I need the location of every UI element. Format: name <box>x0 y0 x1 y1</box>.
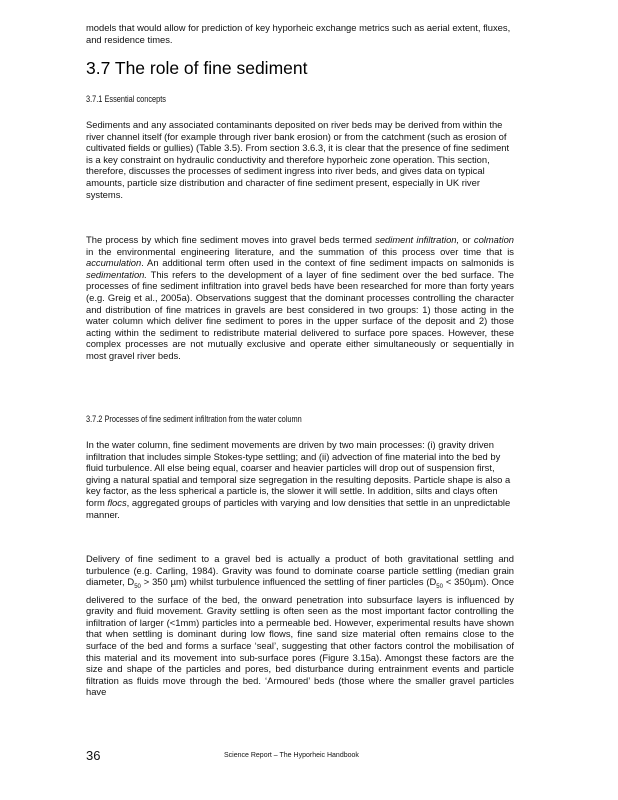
term-sediment-infiltration: sediment infiltration, <box>375 234 460 245</box>
p4-text-c: < 350µm). Once delivered to the surface of the bed, the onward penetration into subsurface layers is influenced by gravity and fluid movement. Gravity settling is often seen as the most important factor controlling the infiltration of larger (<1mm) particles into a permeable bed. However, experimental results have shown that when settling is dominant during low flows, fine sand size material often remains close to the surface of the bed and forms a surface ‘seal’, suggesting that other factors control the mobilisation of this material and its movement into sub-surface pores (Figure 3.15a). Amongst these factors are the size and shape of the particles and pores, bed disturbance during entrainment events and particle filtration as fluids move through the bed. ‘Armoured’ beds (those where the smaller gravel particles have <box>86 576 515 698</box>
p4-text-a: Delivery of fine sediment to a gravel bed is actually a product of both gravitational settling and turbulence (e.g. Carling, 1984). Gravity was found to dominate coarse particle settling (median grain diameter, D <box>86 553 514 588</box>
p3-text-a: In the water column, fine sediment movements are driven by two main processes: (i) gravity driven infiltration that includes simple Stokes-type settling; and (ii) advection of fine material into the bed by fluid turbulence. All else being equal, coarser and heavier particles will drop out of suspension first, giving a natural spatial and temporal size segregation in the resulting deposits. Particle shape is also a key factor, as the less spherical a particle is, the slower it will settle. In addition, silts and clays often form <box>86 439 511 508</box>
section-heading: 3.7 The role of fine sediment <box>86 58 308 78</box>
subscript-50: 50 <box>436 584 443 591</box>
footer-text: Science Report – The Hyporheic Handbook <box>224 752 359 759</box>
paragraph-sediment-sources: Sediments and any associated contaminants deposited on river beds may be derived from within the river channel itself (for example through river bank erosion) or from the catchment (such as erosion of cultivated fields or gullies) (Table 3.5). From section 3.6.3, it is clear that the presence of fine sediment is a key constraint on hydraulic conductivity and therefore hyporheic zone operation. This section, therefore, discusses the processes of sediment ingress into river beds, and gives data on typical amounts, particle size distribution and character of fine sediment present, especially in UK river systems. <box>86 119 510 200</box>
paragraph-delivery <box>86 553 514 698</box>
intro-paragraph: models that would allow for prediction of key hyporheic exchange metrics such as aerial extent, fluxes, and residence times. <box>86 22 511 45</box>
term-colmation: colmation <box>473 234 514 245</box>
subsection-heading-processes: 3.7.2 Processes of fine sediment infiltration from the water column <box>86 414 302 424</box>
page-footer <box>86 748 516 764</box>
subscript-50: 50 <box>134 584 141 591</box>
p2-text-g: . An additional term often used in the context of fine sediment impacts on salmonids is <box>141 257 514 269</box>
p2-text-a: The process by which fine sediment moves into gravel beds termed <box>86 234 376 245</box>
p2-text-e: in the environmental engineering literature, and the summation of this process over time that is <box>86 245 514 257</box>
paragraph-water-column <box>86 439 514 520</box>
paragraph-infiltration-process <box>86 234 514 362</box>
term-sedimentation: sedimentation. <box>86 268 147 280</box>
p2-text-i: This refers to the development of a layer of fine sediment over the bed surface. The processes of fine sediment infiltration into gravel beds have been researched for more than forty years (e.g. Greig et al., 2005a). Observations suggest that the dominant processes controlling the character and distribution of fine matrices in gravels are best considered in two groups: 1) those acting in the water column which deliver fine sediment to pores in the upper surface of the deposit and 2) those acting within the sediment to redistribute material delivered to surface pore spaces. However, these complex processes are not mutually exclusive and operate either simultaneously or sequentially in most gravel river beds. <box>86 268 514 361</box>
term-accumulation: accumulation <box>86 257 142 269</box>
p3-text-c: , aggregated groups of particles with varying and low densities that settle in an unpredictable manner. <box>86 496 511 520</box>
term-flocs: flocs <box>107 496 127 508</box>
subsection-heading-essential-concepts: 3.7.1 Essential concepts <box>86 94 167 104</box>
p4-text-b: > 350 µm) whilst turbulence influenced the settling of finer particles (D <box>140 576 437 588</box>
page-number: 36 <box>86 748 101 763</box>
p2-text-c: or <box>459 234 474 245</box>
